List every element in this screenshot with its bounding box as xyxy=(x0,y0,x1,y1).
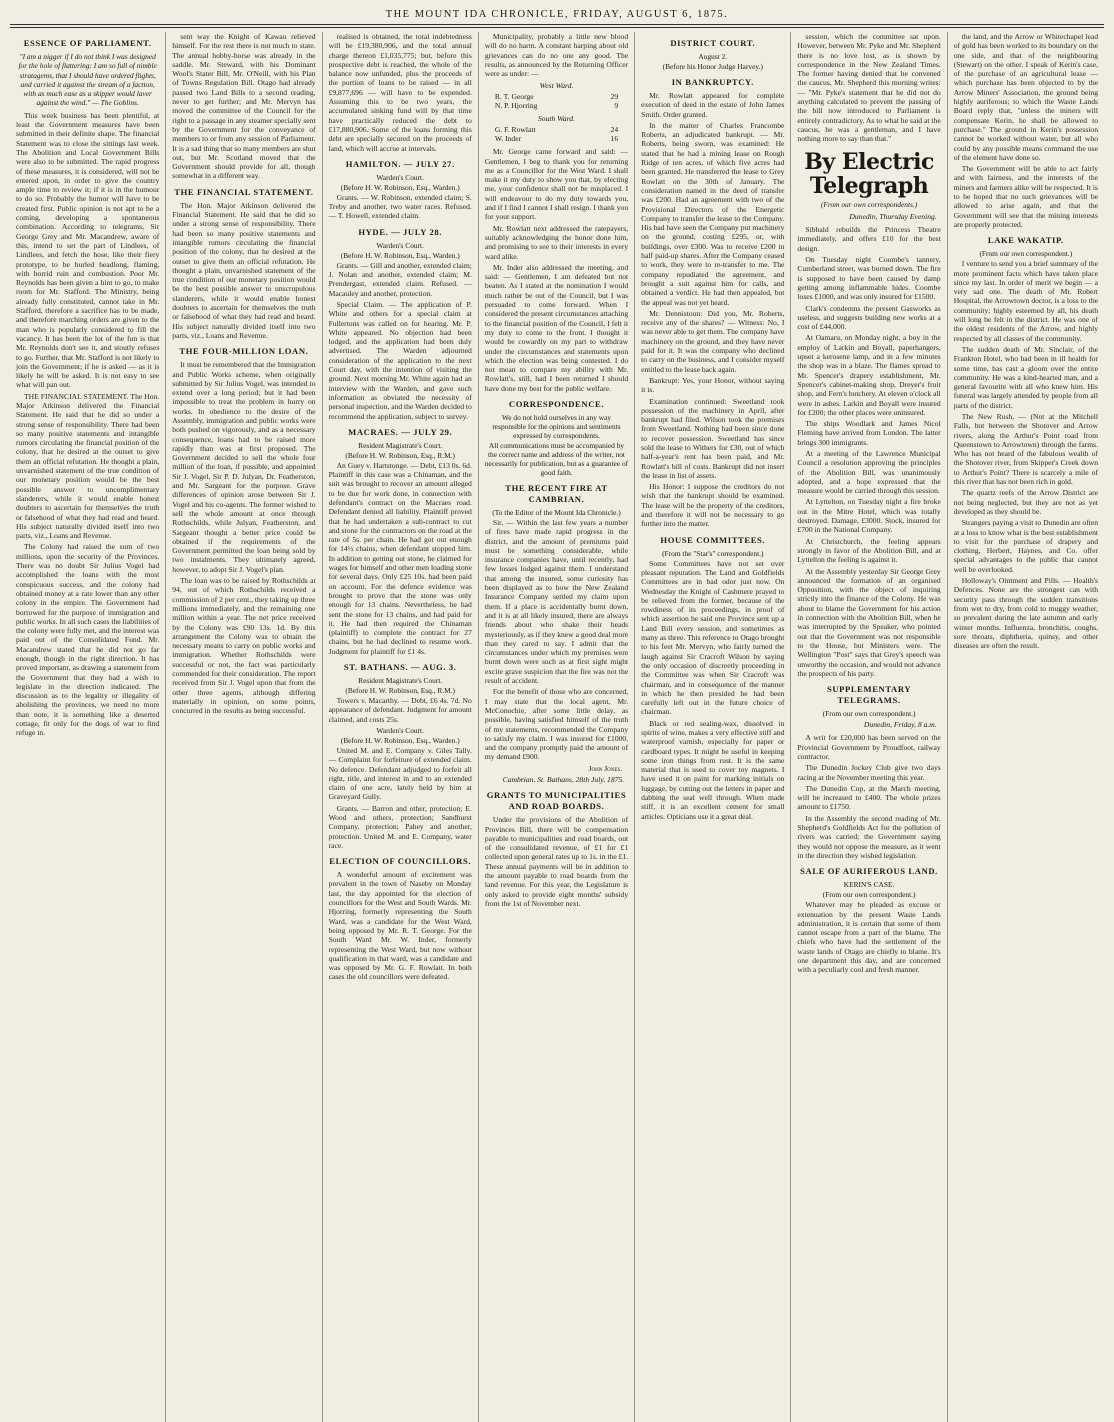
article-paragraph: The Hon. Major Atkinson delivered the Financial Statement. He said that he did so under a strong sense of responsibility. There had been so many positive statements and intangible rumors circulating the financial position of the colony, that he desired at the outset to give them an official refutation. He thought a plain, unvarnished statement of the true condition of our monetary position would be the best possible answer to unscrupulous slanderers, while it would enable honest doubters to ascertain for themselves the truth or falsehood of what they had read and heard. His subject naturally divided itself into two parts, viz., Loans and Revenue. xyxy=(172,200,316,340)
article-paragraph: An Guey v. Hartstonge. — Debt, £13 0s. 6d. Plaintiff in this case was a Chinaman, and the suit was brought to recover an amount alleged to be due for work done, in connection with defendant's contract on the Macraes road. Defendant denied all liability. Plaintiff proved that he had undertaken a sub-contract to cut and stone for the contractors on the road at the rate of 5s. per chain. He had got out enough for 14½ chains, when defendant stopped him. In addition to getting out stone, he claimed for wages for himself and other men loading stone for several days. Only £25 10s. had been paid on account. For the defence evidence was brought to prove that the stone was only enough for 13 chains. Nevertheless, he had sent the stone for 13 chains, and had paid for it. He had then required the Chinaman (plaintiff) to complete the contract for 27 chains, but he had declined to resume work. Judgment for plaintiff for £1 4s. xyxy=(328,460,472,656)
masthead-rule xyxy=(10,24,1104,28)
column-1 xyxy=(10,32,166,1422)
subtitle: (From the "Star's" correspondent.) xyxy=(662,548,764,558)
subtitle: (From our own correspondent.) xyxy=(822,709,916,719)
column-2 xyxy=(166,32,322,1422)
vote-count: 24 xyxy=(610,124,619,134)
headline: HYDE. — JULY 28. xyxy=(358,226,443,237)
article-paragraph: Municipality, probably a little new blood will do no harm. A constant harping about old grievances can do no one any good. The results, as announced by the Returning Officer were as under: — xyxy=(484,32,629,79)
article-paragraph: It must be remembered that the Immigration and Public Works scheme, when originally submitted by Sir Julius Vogel, was intended to extend over a long period; but it had been impossible to treat the problem in hurry on works. In obedience to the desire of the Assembly, immigration and public works were both pushed on vigorously, and as a necessary consequence, loans had to be raised more rapidly than was at first proposed. The Government decided to sell the whole four million of the loan, if possible, and appointed Sir J. Vogel, Sir P. D. Julyan, Dr. Featherston, and Mr. Sargeant for the purpose. Grave differences of opinion arose between Sir J. Vogel and his co-agents. The former wished to sell the whole amount at once through Rothschilds, while Julyan, Featherston, and Sargeant thought a better price could be obtained if the requirements of the Government permitted the loan being sold by two instalments. They ultimately agreed, however, to adopt Sir J. Vogel's plan. xyxy=(172,360,316,574)
column-4 xyxy=(479,32,635,1422)
headline: THE FINANCIAL STATEMENT. xyxy=(174,186,314,197)
headline: ELECTION OF COUNCILLORS. xyxy=(329,856,472,867)
masthead: THE MOUNT IDA CHRONICLE, FRIDAY, AUGUST 6, 1875. xyxy=(385,9,729,20)
article-paragraph: realised is obtained, the total indebtedness will be £19,380,906, and the total annual charge thereon £1,035,775; but, before this prospective debt is reached, the whole of the balance now unfunded, plus the proceeds of the portion of loans to be raised — in all £9,877,696 — will have to be expended. Assuming this to be two years, the accumulated sinking fund will by that time have practically reduced the debt to £17,880,906. Some of the loans forming this debt are specially secured on the proceeds of land, which will accrue at intervals. xyxy=(328,32,472,153)
column-3 xyxy=(323,32,479,1422)
article-paragraph: Towers v. Macarthy. — Debt, £6 4s. 7d. No appearance of defendant. Judgment for amount claimed, and costs 25s. xyxy=(328,696,472,724)
headline: HAMILTON. — JULY 27. xyxy=(345,158,455,169)
dateline: Dunedin, Friday, 8 a.m. xyxy=(863,720,937,730)
headline: LAKE WAKATIP. xyxy=(987,235,1064,246)
ward-name: South Ward. xyxy=(537,114,575,124)
epigraph: "I am a nigger if I do not think I was designed for the hole of flattering: I am so full of nimble stratagems, that I should have ordered flights, and carried it against the stream of a faction, with as much ease as a skipper would laver against the wind." — The Goblins. xyxy=(18,52,157,108)
subtitle: Warden's Court. xyxy=(376,725,424,735)
article-paragraph: THE FINANCIAL STATEMENT. The Hon. Major Atkinson delivered the Financial Statement. He said that he did so under a strong sense of responsibility. There had been so many positive statements and intangible rumors circulating the financial position of the colony, that he desired at the outset to give them an official refutation. He thought a plain, unvarnished statement of the true condition of our monetary position would be the best possible answer to uncomplimentary slanderers, while it would enable honest doubters to ascertain for themselves the truth or falsehood of what they had read and heard. His subject naturally divided itself into two parts, viz., Loans and Revenue. xyxy=(16,391,160,541)
subtitle: Resident Magistrate's Court. xyxy=(358,440,443,450)
article-paragraph: A writ for £20,000 has been served on the Provincial Government by Proudfoot, railway contractor. xyxy=(797,733,941,761)
result-row xyxy=(485,125,628,134)
headline: SUPPLEMENTARY TELEGRAMS. xyxy=(826,684,912,706)
subtitle: (From our own correspondent.) xyxy=(822,890,916,900)
ward-name: West Ward. xyxy=(539,81,574,91)
article-paragraph: sent way the Knight of Kawau relieved himself. For the rest there is not much to state. The annual hobby-horse was already in the saddle. Mr. Steward, with his Dominant Wool's Stater Bill, Mr. O'Neill, with his Plan of Towns Regulation Bill. Otago had already passed two Land Bills to a second reading, never to get further; and Mr. Mervyn has moved the committee of the Council for the right to a passage in any steamer specially sent by the Government for the conveyance of members to or from any session of Parliament. It is a sad thing that so many members are shut out, but Mr. Scotland moved that the Government should provide for all, though somewhat in a different way. xyxy=(172,32,316,181)
subtitle: (Before H. W. Robinson, Esq., R.M.) xyxy=(345,686,456,696)
election-results xyxy=(485,114,628,143)
subtitle: August 2. xyxy=(698,52,728,61)
headline: HOUSE COMMITTEES. xyxy=(660,534,766,545)
article-paragraph: United M. and E. Company v. Giles Tally. — Complaint for forfeiture of extended claim. No defence. Defendant adjudged to forfeit all right, title, and interest in and to an extended claim of one acre, lately held by him at Graveyard Gully. xyxy=(328,745,472,802)
subtitle: (Before H. W. Robinson, Esq., R.M.) xyxy=(345,450,456,460)
headline: THE RECENT FIRE AT CAMBRIAN. xyxy=(505,482,608,504)
article-paragraph: Mr. Dennistoun: Did you, Mr. Roberts, receive any of the shares? — Witness: No, I was never able to get them. The company have machinery on the ground, and they have never paid for it. It was the company who declined to carry on the business, and I consider myself entitled to the lease back again. xyxy=(641,308,785,374)
article-paragraph: Some Committees have not set over pleasant reputation. The Land and Goldfields Committees are in bad odor just now. On Wednesday the Knight of Cashmere prayed to be relieved from the former, because of the rowdiness of its proceedings, in proof of which assertion he said one Province sent up a Land Bill every session, and sometimes as many as three. This reference to Otago brought to his feet Mr. Mervyn, who fairly turned the laugh against Sir Cracroft Wilson by saying the only occasion of discreetly proceeding in the Committee was when Sir Cracroft was chairman, and in consequence of the manner in which he then presided he had been carefully left out in the future choice of chairman. xyxy=(641,558,785,717)
headline: DISTRICT COURT. xyxy=(670,38,756,48)
headline: CORRESPONDENCE. xyxy=(508,398,605,409)
subtitle: Warden's Court. xyxy=(376,172,424,182)
article-paragraph: Sir, — Within the last few years a number of fires have made rapid progress in the district, and the amount of premiums paid must be something considerable, while insurance companies have, until recently, had few losses lodged against them. I understand that among the insured, some curiosity has been displayed as to how the New Zealand Insurance Company settled my claim upon them. If a place is accidentally burnt down, and it is at all likely insured, there are always friends about who shake their heads mysteriously, as if they knew a good deal more than they cared to say. I admit that the circumstances under which my premises were burnt down were such as at first sight might excite grave suspicion that the fire was not the result of accident. xyxy=(484,517,629,686)
article-paragraph: Grants. — Gill and another, extended claim; J. Nolan and another, extended claim; M. Prendergast, extended claim. Refused. — Macauley and another, protection. xyxy=(328,260,472,298)
article-paragraph: Examination continued: Sweetland took possession of the machinery in April, after bankrupt had filed. Wilson took the premises from Sweetland. Nothing had been since done to recover possession. Sweetland has since sold the lease to Withers for £30, out of which half-a-year's rent has been paid, and Mr. Rowlatt's bill of costs. Bankrupt did not insert the lease in list of assets. xyxy=(641,396,785,480)
candidate-name: N. P. Hjorring xyxy=(494,101,538,111)
candidate-name: R. T. George xyxy=(494,91,534,101)
headline: ESSENCE OF PARLIAMENT. xyxy=(23,38,152,48)
article-paragraph: The loan was to be raised by Rothschilds at 94, out of which Rothschilds received a commission of 2 per cent., they taking up three millions immediately, and the remaining one million within a year. The net price received by the Colony was £90 13s. 1d. By this arrangement the Colony was to obtain the necessary means to carry on public works and immigration. Whether Rothschilds were successful or not, the fact was particularly commended for their consideration. The report received from Sir J. Vogel upon that from the other three agents, although differing materially in opinion, on some points, concurred in the results as being successful. xyxy=(172,576,316,716)
subtitle: All communications must be accompanied by the correct name and address of the writer, not necessarily for publication, but as a guarantee of good faith. xyxy=(484,440,629,477)
article-paragraph: A wonderful amount of excitement was prevalent in the town of Naseby on Monday last, the day appointed for the election of councillors for the West and South Wards. Mr. Hjorring, formerly representing the South Ward, was a candidate for the West Ward, being opposed by Mr. R. T. George. For the South Ward Mr. W. Inder, formerly representing the West Ward, but now without qualification in that ward, was a candidate and was opposed by Mr. G. F. Rowlatt. In both cases the old councillors were defeated. xyxy=(328,870,472,982)
subtitle: (Before H. W. Robinson, Esq., Warden.) xyxy=(340,735,460,745)
headline: ST. BATHANS. — AUG. 3. xyxy=(343,662,457,673)
article-paragraph: The Colony had raised the sum of two millions, upon the security of the Provinces. There was no doubt Sir Julius Vogel had accomplished the loans with the most conspicuous success, and the colony had obtained money at a rate lower than any other colony in the empire. The Government had borrowed for the purpose of immigration and public works. In all such cases the liabilities of the colony were fully met, and the interest was paid out of the Consolidated Fund. Mr. Macandrew stated that he did not go far enough, though in the right direction. It has proved important, as drawing a statement from the Government that they had a wish to legislate in the direction indicated. The discussion as to the legality or illegality of abolishing the provinces, we need no more than note, it is something like a deserted cottage, fit only for the dogs of war to find refuge in. xyxy=(16,542,160,738)
article-paragraph: Grants. — Barron and other, protection; E. Wood and others, protection; Sandhurst Company, protection; Pahey and another, protection. United M. and E. Company, water race. xyxy=(328,803,472,850)
subtitle: (From our own correspondent.) xyxy=(979,249,1073,259)
article-paragraph: The quartz reefs of the Arrow District are not being neglected, but they are not as yet developed as they should be. xyxy=(953,488,1098,516)
article-paragraph: Special Claim. — The application of P. White and others for a special claim at Fullertons was called on for hearing. Mr. P. White appeared. No objection had been lodged, and the application had been duly advertised. The Warden adjourned consideration of the application to the next Court day, with the intention of visiting the ground. Next morning Mr. White again had an interview with the Warden, and gave such information as obviated the necessity of personal inspection, and the Warden decided to recommend the application, subject to survey. xyxy=(328,299,472,421)
article-paragraph: The ships Woodlark and James Nicol Fleming have arrived from London. The latter brings 300 immigrants. xyxy=(797,419,941,447)
column-6 xyxy=(791,32,947,1422)
subtitle: We do not hold ourselves in any way responsible for the opinions and sentiments expressed by correspondents. xyxy=(492,412,621,440)
election-results xyxy=(485,81,628,110)
subtitle: Warden's Court. xyxy=(376,240,424,250)
subheadline: THE FOUR-MILLION LOAN. xyxy=(179,346,309,357)
article-paragraph: Mr. Rowlatt next addressed the ratepayers, suitably acknowledging the honor done him, and promising to see to their interests in every ward alike. xyxy=(484,223,629,261)
article-paragraph: At Oamaru, on Monday night, a boy in the employ of Larkin and Boyall, paperhangers, upset a kerosene lamp, and in a few minutes the shop was in a blaze. The flames spread to Mr. Spencer's drapery establishment, Mr. Spencer's cabinet-making shop, Dreyer's fruit shop, and Fern's butchery. At eleven o'clock all were in ashes. Larkin and Boyall were insured for £200; the other places were uninsured. xyxy=(797,333,941,417)
dateline: Cambrian, St. Bathans, 28th July, 1875. xyxy=(502,775,625,784)
article-paragraph: At Christchurch, the feeling appears strongly in favor of the Abolition Bill, and at Lyttelton the feeling is against it. xyxy=(797,536,941,565)
telegraph-banner: By Electric Telegraph xyxy=(804,148,934,199)
headline: IN BANKRUPTCY. xyxy=(671,77,754,87)
article-paragraph: the land, and the Arrow or Whitechapel lead of gold has been worked to its boundary on the one side, and that of the neighbouring (Stewart) on the other. I speak of Kerin's case, of the purchase of an agricultural lease — which purchase has been objected to by the Arrow Miners' Association, the ground being highly auriferous; to which the Waste Lands Board reply that, "unless the miners will compensate Kerin, he shall be allowed to purchase." The ground in Kerin's possession cannot be worked without water, but all who could by any possible means command the use of the element have done so. xyxy=(953,32,1098,162)
column-7 xyxy=(948,32,1104,1422)
article-paragraph: At Lyttelton, on Tuesday night a fire broke out in the Mitre Hotel, which was totally destroyed. Damage, £3000. Stock, insured for £700 in the National Company. xyxy=(797,497,941,535)
article-paragraph: On Tuesday night Coombe's tannery, Cumberland street, was burned down. The fire is supposed to have been caused by damp getting among inflammable hides. Coombe loses £1000, and was only insured for £1500. xyxy=(797,255,941,302)
article-paragraph: At a meeting of the Lawrence Municipal Council a resolution approving the principles of the Abolition Bill, was unanimously adopted, and a hope expressed that the measure would be carried through this session. xyxy=(797,448,941,496)
article-paragraph: The Dunedin Jockey Club give two days racing at the November meeting this year. xyxy=(797,763,941,782)
article-paragraph: The Dunedin Cup, at the March meeting, will be increased to £400. The whole prizes amount to £1750. xyxy=(797,783,941,812)
article-paragraph: Mr. Rowlatt appeared for complete execution of deed in the estate of John James Smith. Order granted. xyxy=(641,91,785,119)
result-row xyxy=(485,101,628,110)
article-paragraph: At the Assembly yesterday Sir George Grey announced the formation of an organised Opposition, with the object of inquiring strictly into the finance of the Colony. He was about to blame the Government for his action in connection with the Abolition Bill, when he was interrupted by the Speaker, who pointed out that the Government was not responsible to the House, but Ministers were. The Wellington "Post" says that Grey's speech was unworthy the occasion, and would not advance the prospects of his party. xyxy=(797,566,941,678)
vote-count: 16 xyxy=(610,133,619,143)
headline: GRANTS TO MUNICIPALITIES AND ROAD BOARDS. xyxy=(486,790,627,812)
article-paragraph: Black or red sealing-wax, dissolved in spirits of wine, makes a very effective stiff and waterproof varnish, especially for paper or cardboard types. It might be useful in keeping some iron things from rust. It is the same material that is used to cover toy magnets. I have used it on paint for marking initials on luggage, by cutting out the letters in paper and dabbing the seal well through. When made stiff, it is an excellent cement for small articles. Opticians use it a great deal. xyxy=(641,718,785,821)
article-paragraph: For the benefit of those who are concerned, I may state that the local agent, Mr. McConochie, after some little delay, as possible, having satisfied himself of the truth of my statements, recommended the Company to satisfy my claim. I was insured for £1000, and the company promptly paid the amount of my demand £900. xyxy=(484,687,629,762)
subtitle: Resident Magistrate's Court. xyxy=(358,676,443,686)
subtitle: (Before H. W. Robinson, Esq., Warden.) xyxy=(340,182,460,192)
article-paragraph: This week business has been plentiful, at least the Government measures have been submitted in their definite shape. The financial Statement was to close the sittings last week. The Abolition and Local Government Bills were also to be submitted. The rapid progress of these measures, it is considered, will not be entered upon, in order to give the country ample time to review it; if it is in the humour to do so. Probably the humor will have to be created first. Public opinion is not apt to be a coming, developing a spontaneous combination. According to telegrams, Sir George Grey and Mr. Macandrew, aware of this, intend to set the part of Lindlees, of Lindlees, and fetch the hose, like their fiery prototype, to be hurled headlong, flaming, with horrid ruin and combustion. Poor Mr. Reynolds has been given a hint to go, to make room for Mr. Stafford. The Ministry, being already fully constituted, cannot take in Mr. Stafford, therefore a sacrifice has to be made, and therefore marching orders are given to the man who is popularly considered to fill the vacancy. It has been the lot of the fun is that Mr. Reynolds don't see it, and stoutly refuses to go. Further, that Mr. Stafford is not likely to join the Government; if he is asked — as it is likely he will be asked. It is not easy to see what will pan out. xyxy=(16,110,160,390)
candidate-name: W. Inder xyxy=(494,133,522,143)
subtitle: KERIN'S CASE. xyxy=(843,880,895,890)
article-paragraph: Grants. — W. Robinson, extended claim; S. Treby and another, two water races. Refused. — T. Howell, extended claim. xyxy=(328,192,472,221)
article-paragraph: The New Rush, — (Not at the Mitchell Falls, but between the Shotover and Arrow rivers, along the Arthur's Point road from Queenstown to Arrowtown) through the farms. Who has not heard of the fabulous wealth of the Shotover river, from Skipper's Creek down to Arthur's Point? There is scarcely a mile of this river that has not been rich in gold. xyxy=(953,411,1098,487)
article-paragraph: Strangers paying a visit to Dunedin are often at a loss to know what is the best establishment to visit for the purchase of drapery and clothing, Herbert, Haynes, and Co. offer special advantages to the public that cannot well be overlooked. xyxy=(953,518,1098,574)
article-paragraph: In the Assembly the second reading of Mr. Shepherd's Goldfields Act for the pollution of rivers was carried; the Government saying they would not oppose the measure, as it went in the direction they wished legislation. xyxy=(797,813,941,860)
article-paragraph: I venture to send you a brief summary of the more prominent facts which have taken place since my last. In order of merit we begin — a very sad one. The death of Mr. Robert Hospital, the Arrowtown doctor, is a loss to the community; highly esteemed by all, his death will long be felt in the district. He was one of the oldest residents of the Arrow, and highly respected by all classes of the community. xyxy=(953,259,1098,343)
telegraph-byline: (From our own correspondents.) xyxy=(820,199,918,209)
subtitle: (Before H. W. Robinson, Esq., Warden.) xyxy=(340,250,460,260)
subtitle: (To the Editor of the Mount Ida Chronicle.) xyxy=(492,507,621,517)
headline: SALE OF AURIFEROUS LAND. xyxy=(800,866,938,877)
article-paragraph: session, which the committee sat upon. However, between Mr. Pyke and Mr. Shepherd there is no love lost, as is shown by correspondence in the New Zealand Times. The former having denied that he convened the caucus, Mr. Shepherd this morning writes: — "Mr. Pyke's statement that he did not do anything calculated to prevent the passing of the bill now introduced to Parliament is entirely contradictory. As to what he said at the caucus, he was a gentleman, and I have nothing more to say than that." xyxy=(797,32,941,144)
result-row xyxy=(485,92,628,101)
signature: John Jones. xyxy=(588,763,623,773)
result-row xyxy=(485,134,628,143)
dateline: Dunedin, Thursday Evening. xyxy=(849,211,937,221)
vote-count: 9 xyxy=(614,101,619,111)
column-5 xyxy=(635,32,791,1422)
article-paragraph: Mr. George came forward and said: — Gentlemen, I beg to thank you for returning me as a Councillor for the West Ward. I shall make it my duty to show you that, by electing me, your confidence shall not be misplaced. I will endeavour to do my duty towards you, and if I find I cannot I shall resign. I thank you for your support. xyxy=(484,147,629,222)
article-paragraph: Clark's condemns the present Gasworks as useless, and suggests building new works at a cost of £44,000. xyxy=(797,303,941,332)
article-paragraph: In the matter of Charles Francombe Roberts, an adjudicated bankrupt. — Mr. Roberts, being sworn, was examined: He stated that he had a mining lease on Rough Ridge of ten acres, of which five acres had been granted. He transferred the lease to Grey Rowlatt on the 30th of January. The consideration named in the deed of transfer was £200. Had an agreement with two of the Provisional Directors of the Energetic Company to transfer the lease to the Company. His bad have seen the Company put machinery on the ground, costing £295, or, with buildings, over £300. Was to receive £200 in half paid-up shares. After the Company ceased to work, they were to re-transfer to me. The company repudiated the agreement, and brought a suit against him for calls, and obtained a verdict. He had then appealed, but the appeal was not yet heard. xyxy=(641,120,785,307)
headline: MACRAES. — JULY 29. xyxy=(348,426,453,437)
vote-count: 29 xyxy=(610,91,619,101)
columns-container xyxy=(10,32,1104,1422)
article-paragraph: Bankrupt: Yes, your Honor, without saying it is. xyxy=(641,375,785,395)
article-paragraph: Mr. Inder also addressed the meeting, and said: — Gentlemen, I am defeated but not beaten. As I stated at the nomination I would much rather be out of the Council, but I was persuaded to come forward. When I considered the present circumstances attaching to the financial position of the Council, I felt it my duty to come to the front. I thought it would be cowardly on my part to withdraw under the circumstances and statements upon which the election was being contested. I do not mean to compare my ability with Mr. Rowlatt's, still, had I been returned I should have done my best for the public welfare. xyxy=(484,262,629,393)
article-paragraph: Under the provisions of the Abolition of Provinces Bill, there will be compensation payable to municipalities and road boards, out of the consolidated revenue, of £1 for £1 collected upon general rates up to 1s. in the £1. These annual payments will be in addition to the amount payable to road boards from the land revenue. For this year, the Legislature is only asked to provide eight months' subsidy from the 1st of November next. xyxy=(484,815,629,908)
article-paragraph: Holloway's Ointment and Pills. — Health's Defences. None are the strongest can with security pass through the sudden transitions from wet to dry, from cold to muggy weather, so prevalent during the late autumn and early winter months. Influenza, bronchitis, coughs, sore throats, diphtheria, quinsy, and other diseases are often the result. xyxy=(953,576,1098,651)
candidate-name: G. F. Rowlatt xyxy=(494,124,536,134)
article-paragraph: Whatever may be pleaded as excuse or extenuation by the present Waste Lands administration, it is certain that some of them cannot escape from a part of the blame. The chiefs who have had the settlement of the waste lands of Otago are chiefly to blame. It's one department this day, and are concerned with a peculiarly cool and fresh manner. xyxy=(797,900,941,975)
article-paragraph: The Government will be able to act fairly and with fairness, and the interests of the miners and farmers alike will be respected. It is to be hoped that no such grievances will be allowed to arise again, and that the Government will see that the mining interests are properly protected. xyxy=(953,164,1098,229)
article-paragraph: His Honor: I suppose the creditors do not wish that the bankrupt should be examined. The lease will be the property of the creditors, and therefore it will not be necessary to go further into the matter. xyxy=(641,482,785,529)
article-paragraph: Sibbald rebuilds the Princess Theatre immediately, and offers £10 for the best design. xyxy=(797,225,941,253)
article-paragraph: The sudden death of Mr. Sinclair, of the Frankton Hotel, who had been in ill health for some time, has cast a gloom over the entire community. He was a kind-hearted man, and a general favourite with all who knew him. His funeral was largely attended by people from all parts of the district. xyxy=(953,344,1098,410)
subtitle: (Before his Honor Judge Harvey.) xyxy=(662,62,763,71)
